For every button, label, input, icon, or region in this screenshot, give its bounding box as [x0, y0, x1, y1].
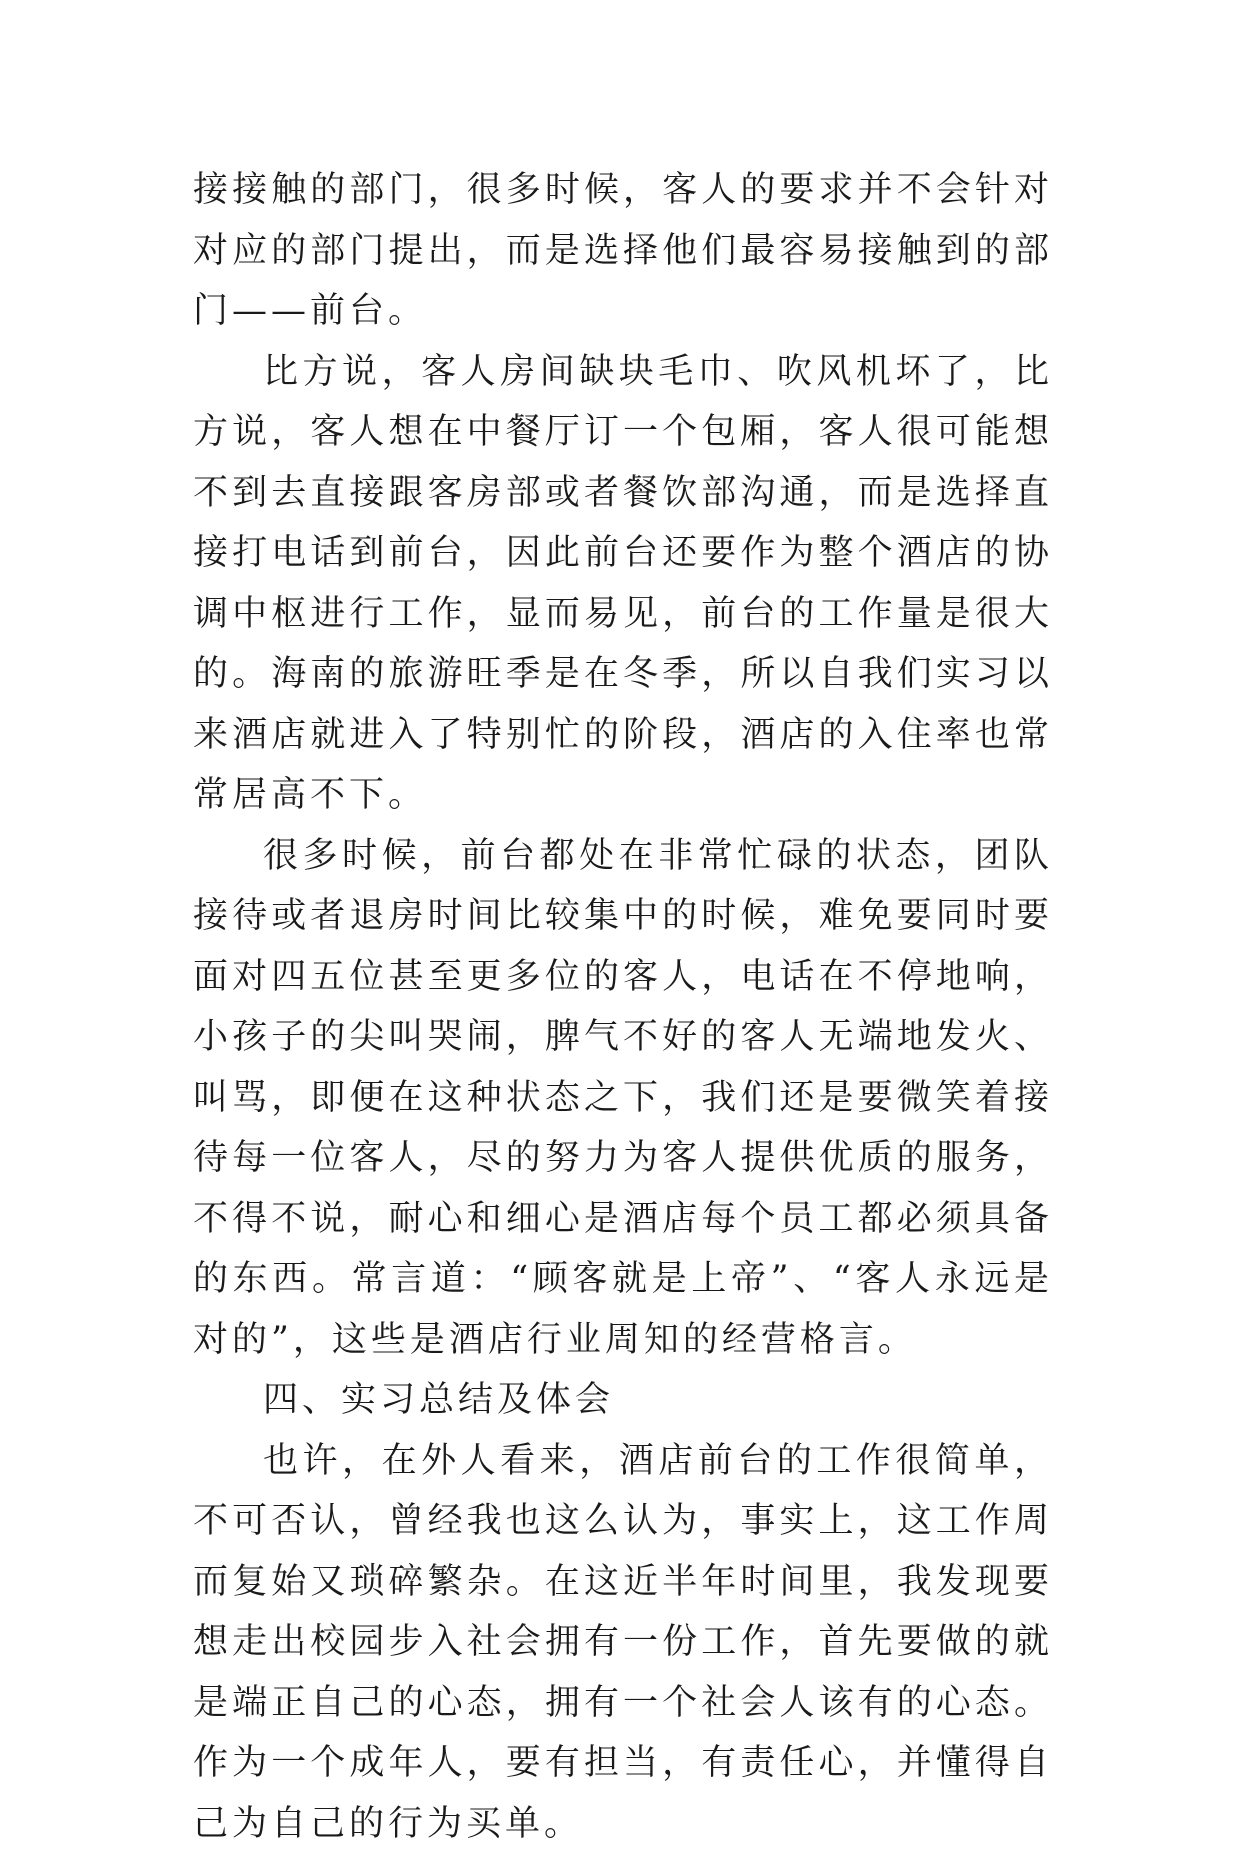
paragraph-front-desk-requests: 比方说，客人房间缺块毛巾、吹风机坏了，比方说，客人想在中餐厅订一个包厢，客人很可能想不到去直接跟客房部或者餐饮部沟通，而是选择直接打电话到前台，因此前台还要作为整个酒店的协调中枢进行工作，显而易见，前台的工作量是很大的。海南的旅游旺季是在冬季，所以自我们实习以来酒店就进入了特别忙的阶段，酒店的入住率也常常居高不下。: [193, 342, 1053, 826]
paragraph-summary: 也许，在外人看来，酒店前台的工作很简单，不可否认，曾经我也这么认为，事实上，这工作周而复始又琐碎繁杂。在这近半年时间里，我发现要想走出校园步入社会拥有一份工作，首先要做的就是端正自己的心态，拥有一个社会人该有的心态。作为一个成年人，要有担当，有责任心，并懂得自己为自己的行为买单。: [193, 1431, 1053, 1854]
paragraph-continued: 接接触的部门，很多时候，客人的要求并不会针对对应的部门提出，而是选择他们最容易接触到的部门——前台。: [193, 160, 1053, 342]
paragraph-busy-front-desk: 很多时候，前台都处在非常忙碌的状态，团队接待或者退房时间比较集中的时候，难免要同时要面对四五位甚至更多位的客人，电话在不停地响，小孩子的尖叫哭闹，脾气不好的客人无端地发火、叫骂，即便在这种状态之下，我们还是要微笑着接待每一位客人，尽的努力为客人提供优质的服务，不得不说，耐心和细心是酒店每个员工都必须具备的东西。常言道：“顾客就是上帝”、“客人永远是对的”，这些是酒店行业周知的经营格言。: [193, 826, 1053, 1371]
document-body: [193, 160, 1053, 1854]
section-heading-summary: 四、实习总结及体会: [193, 1370, 1053, 1431]
